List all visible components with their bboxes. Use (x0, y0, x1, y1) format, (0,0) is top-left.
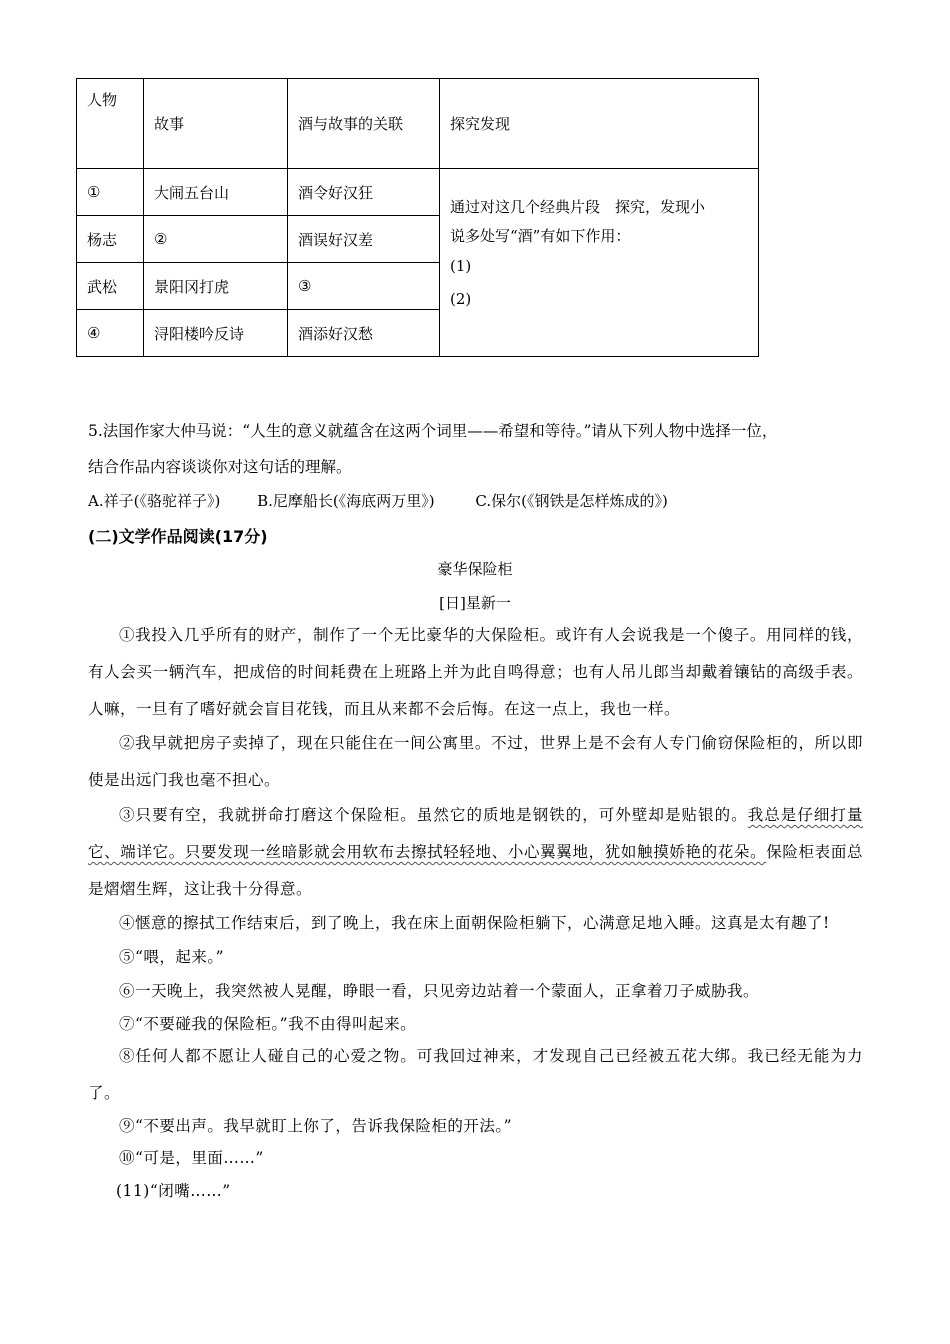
paragraph-5: ⑤“喂，起来。” (119, 948, 225, 966)
option-b: B.尼摩船长(《海底两万里》) (257, 492, 435, 510)
article-title: 豪华保险柜 (437, 560, 513, 578)
question-5-options (88, 490, 668, 511)
cell-relation: 酒添好汉愁 (288, 310, 440, 357)
paragraph-10: ⑩“可是，里面……” (119, 1149, 264, 1167)
question-5-line-2: 结合作品内容谈谈你对这句话的理解。 (88, 458, 352, 476)
table-row (77, 169, 759, 216)
cell-discovery (440, 169, 759, 357)
header-person: 人物 (77, 79, 144, 169)
water-margin-table (76, 78, 759, 357)
paragraph-9: ⑨“不要出声。我早就盯上你了，告诉我保险柜的开法。” (119, 1117, 513, 1135)
cell-relation: ③ (288, 263, 440, 310)
header-discovery: 探究发现 (440, 79, 759, 169)
cell-person: ④ (77, 310, 144, 357)
paragraph-3-end: 保险柜表面总是熠熠生辉，这让我十分得意。 (88, 843, 863, 898)
paragraph-3-underlined: 我总是仔细打量它、端详它。只要发现一丝暗影就会用软布去擦拭轻轻地、小心翼翼地，犹如触摸娇艳的花朵。 (88, 806, 863, 861)
discovery-item-1: (1) (450, 257, 472, 275)
cell-story: 景阳冈打虎 (144, 263, 288, 310)
paragraph-1: ①我投入几乎所有的财产，制作了一个无比豪华的大保险柜。或许有人会说我是一个傻子。用同样的钱，有人会买一辆汽车，把成倍的时间耗费在上班路上并为此自鸣得意；也有人吊儿郎当却戴着镶钻的高级手表。人嘛，一旦有了嗜好就会盲目花钱，而且从来都不会后悔。在这一点上，我也一样。 (88, 626, 863, 718)
cell-story: 浔阳楼吟反诗 (144, 310, 288, 357)
paragraph-2: ②我早就把房子卖掉了，现在只能住在一间公寓里。不过，世界上是不会有人专门偷窃保险柜的，所以即使是出远门我也毫不担心。 (88, 734, 863, 789)
article-author: [日]星新一 (439, 594, 511, 612)
cell-person: 杨志 (77, 216, 144, 263)
table-header-row (77, 79, 759, 169)
paragraph-3-start: ③只要有空，我就拼命打磨这个保险柜。虽然它的质地是钢铁的，可外壁却是贴银的。 (119, 806, 748, 824)
paragraph-11: (11)“闭嘴……” (116, 1182, 231, 1200)
cell-story: 大闹五台山 (144, 169, 288, 216)
cell-person: ① (77, 169, 144, 216)
discovery-item-2: (2) (450, 290, 472, 308)
header-story: 故事 (144, 79, 288, 169)
discovery-line-2: 说多处写“酒”有如下作用： (450, 226, 631, 245)
paragraph-7: ⑦“不要碰我的保险柜。”我不由得叫起来。 (119, 1015, 417, 1033)
header-relation: 酒与故事的关联 (288, 79, 440, 169)
option-c: C.保尔(《钢铁是怎样炼成的》) (475, 492, 668, 510)
paragraph-6: ⑥一天晚上，我突然被人晃醒，睁眼一看，只见旁边站着一个蒙面人，正拿着刀子威胁我。 (119, 982, 760, 1000)
paragraph-3 (88, 797, 863, 908)
cell-relation: 酒令好汉狂 (288, 169, 440, 216)
cell-relation: 酒误好汉差 (288, 216, 440, 263)
section-heading: (二)文学作品阅读(17分) (88, 527, 268, 546)
question-5-line-1: 5.法国作家大仲马说：“人生的意义就蕴含在这两个词里——希望和等待。”请从下列人物中选择一位， (88, 422, 778, 440)
paragraph-4: ④惬意的擦拭工作结束后，到了晚上，我在床上面朝保险柜躺下，心满意足地入睡。这真是太有趣了! (119, 914, 830, 932)
option-a: A.祥子(《骆驼祥子》) (88, 492, 221, 510)
cell-person: 武松 (77, 263, 144, 310)
paragraph-8: ⑧任何人都不愿让人碰自己的心爱之物。可我回过神来，才发现自己已经被五花大绑。我已经无能为力了。 (88, 1047, 863, 1102)
cell-story: ② (144, 216, 288, 263)
discovery-line-1: 通过对这几个经典片段 探究，发现小 (450, 198, 706, 216)
